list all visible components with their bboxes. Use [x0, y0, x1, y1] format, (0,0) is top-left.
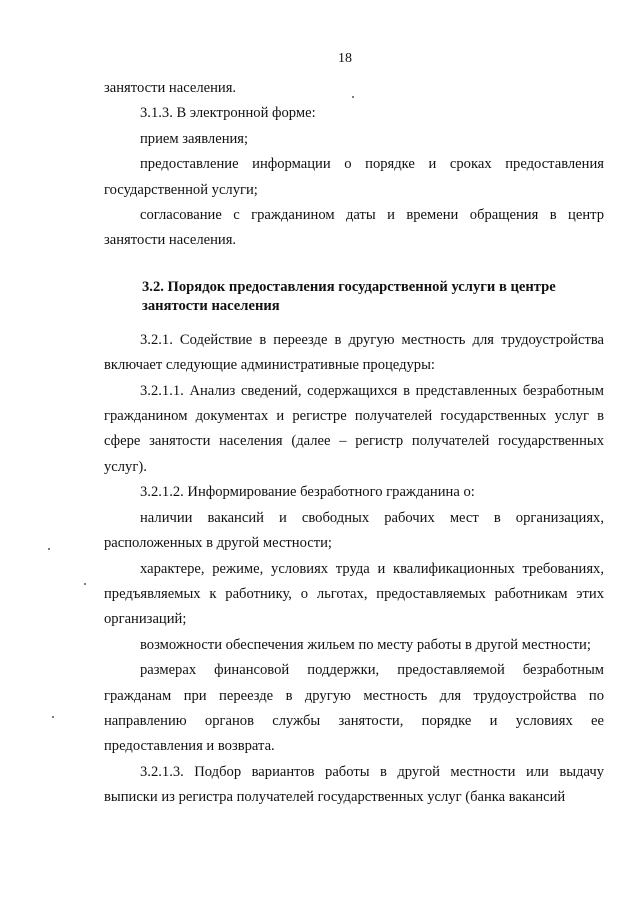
section-heading-line: занятости населения	[142, 297, 280, 314]
paragraph: 3.2.1. Содействие в переезде в другую местность для трудоустройства включает следующие административные процедуры:	[104, 331, 604, 374]
paragraph: возможности обеспечения жильем по месту работы в другой местности;	[140, 636, 591, 653]
paragraph: 3.2.1.1. Анализ сведений, содержащихся в представленных безработным гражданином документах и регистре получателей государственных услуг в сфере занятости населения (далее – регистр получателей государственных услуг).	[104, 382, 604, 475]
scan-speck	[84, 583, 86, 585]
document-body	[104, 76, 604, 811]
section-heading-line: 3.2. Порядок предоставления государственной услуги в центре	[142, 278, 556, 295]
scan-speck	[352, 96, 354, 98]
paragraph: прием заявления;	[140, 130, 249, 147]
paragraph: 3.2.1.2. Информирование безработного гражданина о:	[140, 484, 475, 501]
scan-speck	[52, 716, 54, 718]
paragraph: 3.2.1.3. Подбор вариантов работы в другой местности или выдачу выписки из регистра получателей государственных услуг (банка вакансий	[104, 763, 604, 806]
page-number: 18	[338, 51, 352, 66]
paragraph: занятости населения.	[104, 80, 237, 96]
paragraph: 3.1.3. В электронной форме:	[140, 105, 316, 122]
paragraph: наличии вакансий и свободных рабочих мест в организациях, расположенных в другой местности;	[104, 509, 604, 552]
scan-speck	[48, 548, 50, 550]
paragraph: размерах финансовой поддержки, предоставляемой безработным гражданам при переезде в другую местность для трудоустройства по направлению органов службы занятости, порядке и условиях ее предоставления и возврата.	[104, 662, 604, 755]
paragraph: характере, режиме, условиях труда и квалификационных требованиях, предъявляемых к работнику, о льготах, предоставляемых работникам этих организаций;	[104, 560, 604, 628]
paragraph: предоставление информации о порядке и сроках предоставления государственной услуги;	[104, 156, 604, 198]
paragraph: согласование с гражданином даты и времени обращения в центр занятости населения.	[104, 207, 604, 249]
section-heading	[104, 278, 604, 316]
